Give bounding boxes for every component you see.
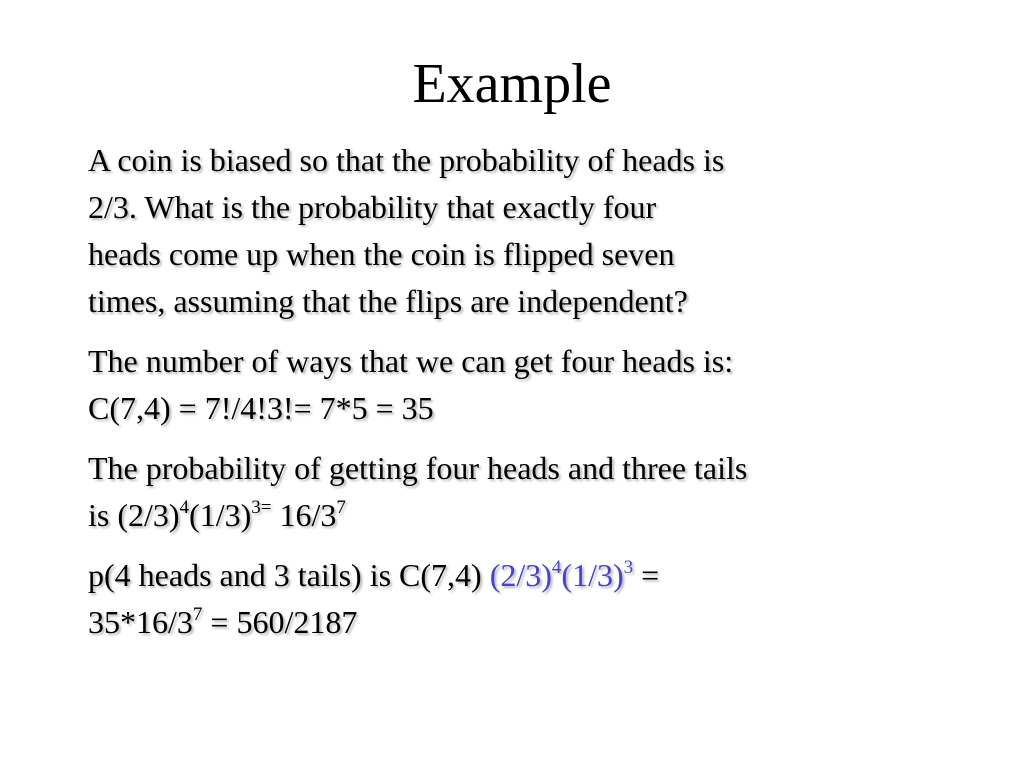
single-outcome-probability (88, 445, 928, 539)
exponent: 7 (192, 604, 203, 625)
problem-line-1: A coin is biased so that the probability of heads is (88, 142, 725, 178)
result-text-a: p(4 heads and 3 tails) is C(7,4) (88, 557, 490, 593)
ways-count (88, 338, 928, 432)
problem-line-4: times, assuming that the flips are independent? (88, 283, 688, 319)
outcome-line-2 (88, 492, 928, 539)
result-text-b: = (633, 557, 660, 593)
slide-body (88, 137, 928, 659)
outcome-line-1: The probability of getting four heads and three tails (88, 450, 748, 486)
exponent: 4 (179, 497, 190, 518)
ways-line-2: C(7,4) = 7!/4!3!= 7*5 = 35 (88, 390, 434, 426)
result-text-d: = 560/2187 (202, 604, 358, 640)
final-result (88, 552, 928, 646)
ways-line-1: The number of ways that we can get four heads is: (88, 343, 734, 379)
outcome-text-a: is (2/3) (88, 497, 180, 533)
outcome-text-b: (1/3) (189, 497, 252, 533)
slide-title: Example (412, 53, 612, 115)
highlight-term (490, 557, 633, 593)
result-text-c: 35*16/3 (88, 604, 193, 640)
outcome-text-c: 16/3 (271, 497, 337, 533)
exponent: 3= (251, 497, 272, 518)
problem-statement (88, 137, 928, 325)
highlight-text-a: (2/3) (489, 557, 552, 593)
result-line-2 (88, 599, 928, 646)
highlight-text-b: (1/3) (561, 557, 624, 593)
exponent: 7 (336, 497, 346, 518)
result-line-1 (88, 552, 928, 599)
problem-line-2: 2/3. What is the probability that exactly four (88, 189, 657, 225)
exponent: 3 (623, 557, 634, 578)
problem-line-3: heads come up when the coin is flipped seven (88, 236, 675, 272)
exponent: 4 (551, 557, 562, 578)
